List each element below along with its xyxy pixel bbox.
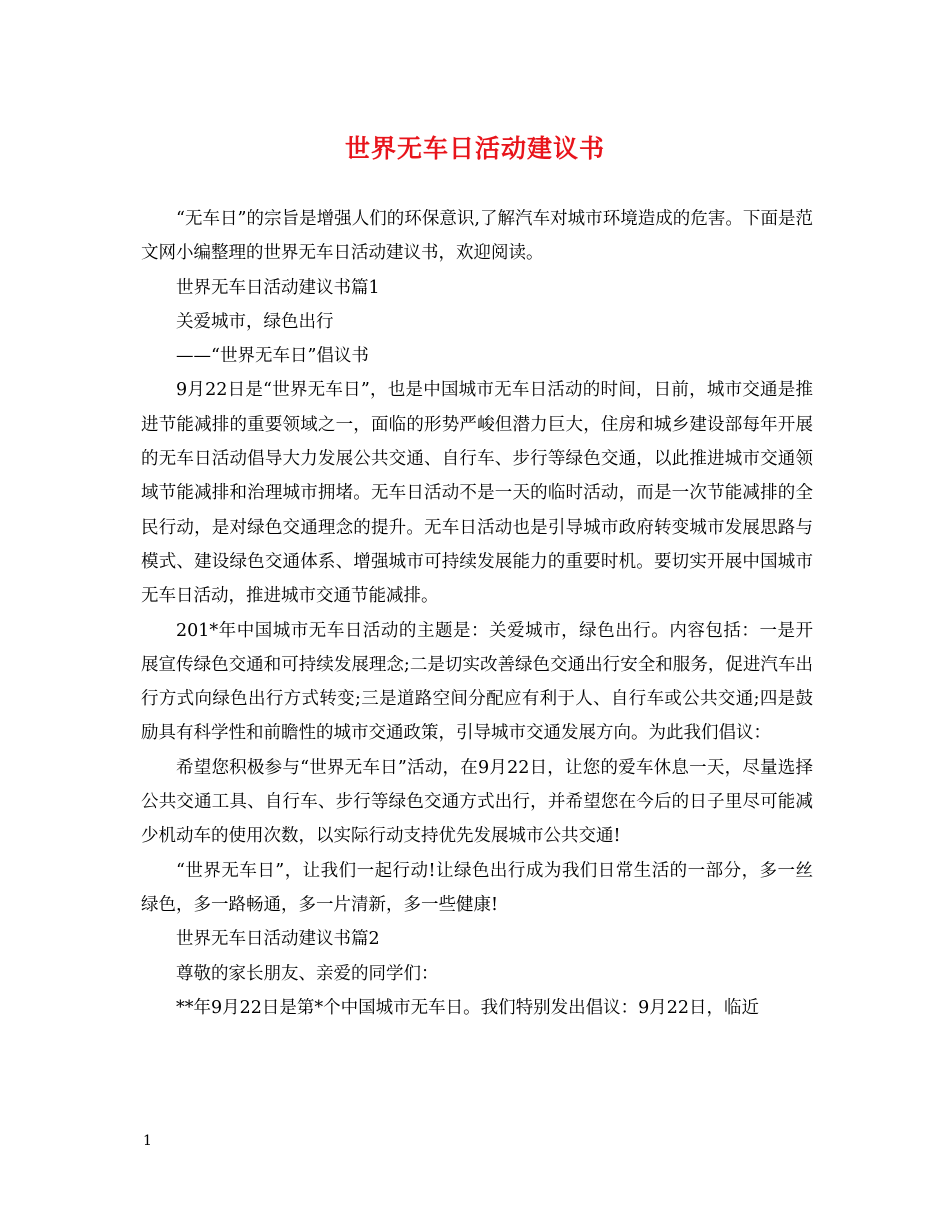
body-paragraph: 9月22日是“世界无车日”，也是中国城市无车日活动的时间，日前，城市交通是推进节能减排的重要领域之一，面临的形势严峻但潜力巨大，住房和城乡建设部每年开展的无车日活动倡导大力发展公共交通、自行车、步行等绿色交通，以此推进城市交通领域节能减排和治理城市拥堵。无车日活动不是一天的临时活动，而是一次节能减排的全民行动，是对绿色交通理念的提升。无车日活动也是引导城市政府转变城市发展思路与模式、建设绿色交通体系、增强城市可持续发展能力的重要时机。要切实开展中国城市无车日活动，推进城市交通节能减排。	[141, 380, 813, 607]
letter-subtitle: ——“世界无车日”倡议书	[176, 346, 369, 367]
document-title: 世界无车日活动建议书	[344, 134, 605, 163]
body-paragraph: “世界无车日”，让我们一起行动!让绿色出行成为我们日常生活的一部分，多一丝绿色，多一路畅通，多一片清新，多一些健康!	[141, 860, 813, 915]
body-paragraph: 希望您积极参与“世界无车日”活动，在9月22日，让您的爱车休息一天，尽量选择公共交通工具、自行车、步行等绿色交通方式出行，并希望您在今后的日子里尽可能减少机动车的使用次数，以实际行动支持优先发展城市公共交通!	[141, 757, 813, 847]
salutation: 尊敬的家长朋友、亲爱的同学们：	[176, 963, 439, 984]
section-heading-2: 世界无车日活动建议书篇2	[176, 929, 380, 950]
body-paragraph: **年9月22日是第*个中国城市无车日。我们特别发出倡议：9月22日，临近	[176, 997, 760, 1018]
body-paragraph: 201*年中国城市无车日活动的主题是：关爱城市，绿色出行。内容包括：一是开展宣传绿色交通和可持续发展理念;二是切实改善绿色交通出行安全和服务，促进汽车出行方式向绿色出行方式转变;三是道路空间分配应有利于人、自行车或公共交通;四是鼓励具有科学性和前瞻性的城市交通政策，引导城市交通发展方向。为此我们倡议：	[141, 620, 813, 744]
section-heading-1: 世界无车日活动建议书篇1	[176, 277, 380, 298]
letter-title: 关爱城市，绿色出行	[176, 311, 334, 332]
page-number: 1	[143, 1133, 152, 1149]
intro-paragraph: “无车日”的宗旨是增强人们的环保意识,了解汽车对城市环境造成的危害。下面是范文网小编整理的世界无车日活动建议书，欢迎阅读。	[141, 209, 813, 264]
document-body	[141, 202, 813, 1025]
